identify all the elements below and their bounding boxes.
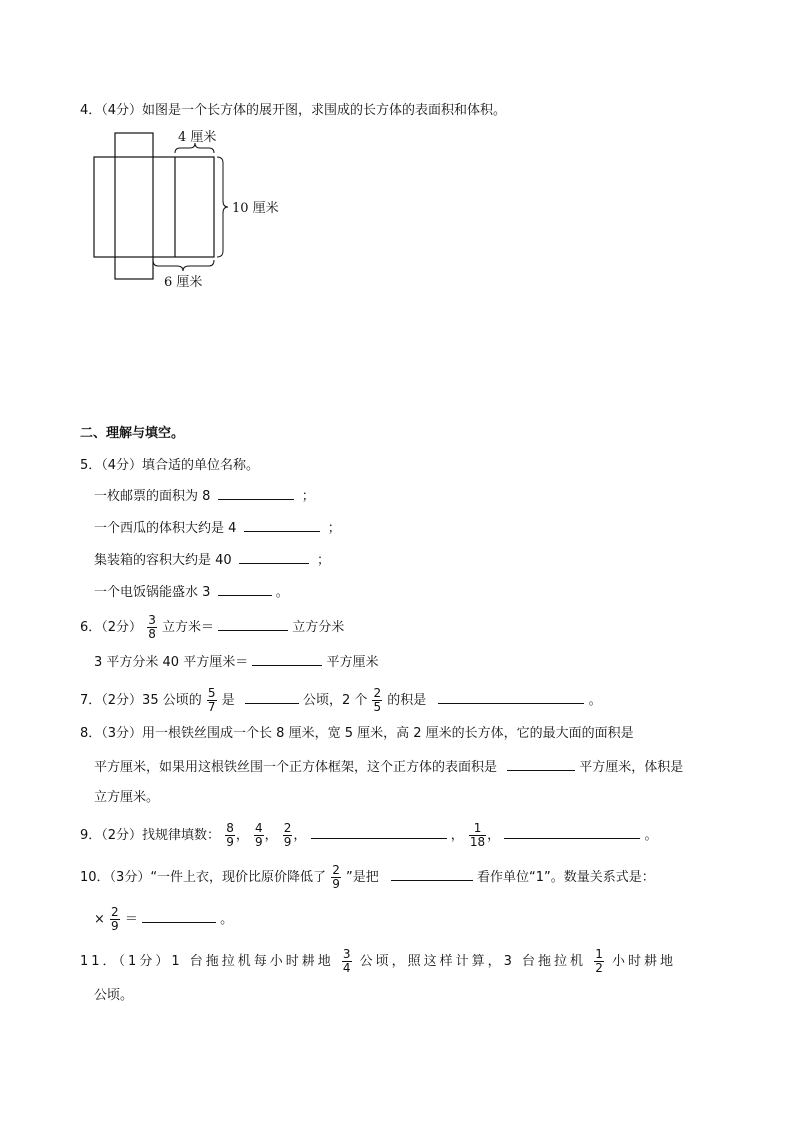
- q9-comma-1: ，: [235, 828, 249, 843]
- q9-comma-3: ，: [293, 828, 307, 843]
- label-10cm: 10 厘米: [232, 201, 279, 216]
- question-8-line-2: [94, 756, 683, 778]
- q7-fraction-2: [372, 687, 382, 714]
- q9-fraction-2: [254, 822, 264, 849]
- q5-blank-4[interactable]: [218, 581, 272, 596]
- q10-f2-den: 9: [111, 919, 119, 933]
- question-4-text: 4．（4分）如图是一个长方体的展开图，求围成的长方体的表面积和体积。: [80, 103, 507, 118]
- q9-blank-2[interactable]: [504, 824, 640, 839]
- q6-line2a: 3 平方分米 40 平方厘米＝: [94, 655, 249, 670]
- q6-blank-1[interactable]: [218, 616, 288, 631]
- q11-f1-num: 3: [342, 947, 351, 961]
- q10-times: ×: [94, 912, 105, 927]
- question-10-line-2: [94, 906, 233, 933]
- q6-line2b: 平方厘米: [326, 655, 379, 670]
- question-6-line-2: [94, 651, 379, 673]
- q6-blank-2[interactable]: [252, 651, 322, 666]
- question-8-line-3: 立方厘米。: [94, 790, 160, 805]
- question-5-head: 5．（4分）填合适的单位名称。: [80, 458, 260, 473]
- q11-f2-den: 2: [595, 961, 603, 975]
- bottom-brace: [153, 260, 214, 271]
- q9-f3-num: 2: [283, 821, 292, 835]
- question-8-line-1: 8．（3分）用一根铁丝围成一个长 8 厘米，宽 5 厘米，高 2 厘米的长方体，它的最大面的面积是: [80, 726, 634, 741]
- q7-blank-2[interactable]: [438, 689, 584, 704]
- q5-semi-3: ；: [316, 553, 330, 568]
- q10-eq: ＝: [124, 912, 138, 927]
- q5-l1-text: 一枚邮票的面积为 8: [94, 489, 211, 504]
- q7-text-a: 7．（2分）35 公顷的: [80, 693, 202, 708]
- q5-l2-text: 一个西瓜的体积大约是 4: [94, 521, 237, 536]
- question-11-line-1: [80, 948, 676, 975]
- q10-text-a: 10．（3分）“一件上衣，现价比原价降低了: [80, 870, 327, 885]
- q9-comma-5: ，: [487, 828, 501, 843]
- q10-text-c: 看作单位“1”。数量关系式是：: [477, 870, 655, 885]
- q5-l4-text: 一个电饭锅能盛水 3: [94, 585, 211, 600]
- q11-fraction-1: [342, 948, 352, 975]
- question-11-line-2: 公顷。: [94, 988, 134, 1003]
- q5-blank-3[interactable]: [239, 549, 309, 564]
- question-7-line: [80, 687, 602, 714]
- section-2-title: 二、理解与填空。: [80, 426, 185, 441]
- q9-f3-den: 9: [283, 835, 292, 849]
- question-10-line-1: [80, 864, 655, 891]
- q9-fraction-4: [469, 822, 486, 849]
- q9-end: 。: [644, 828, 658, 843]
- q10-fraction-2: [110, 906, 120, 933]
- q9-fraction-3: [283, 822, 293, 849]
- question-5-line-3: [94, 549, 330, 571]
- q7-text-e: 。: [588, 693, 602, 708]
- q11-f2-num: 1: [595, 947, 603, 961]
- question-9-line: [80, 822, 657, 849]
- q7-text-c: 公顷，2 个: [302, 693, 368, 708]
- q7-f1-den: 7: [207, 700, 216, 714]
- q11-fraction-2: [594, 948, 604, 975]
- q10-blank-1[interactable]: [391, 866, 473, 881]
- q6-text-a: 立方米＝: [161, 620, 214, 635]
- cuboid-net-figure: [92, 127, 292, 292]
- q9-f2-num: 4: [254, 821, 263, 835]
- q8-line2b: 平方厘米，体积是: [579, 760, 684, 775]
- label-4cm: 4 厘米: [178, 130, 217, 145]
- q10-f-den: 9: [332, 877, 340, 891]
- q11-f1-den: 4: [342, 961, 351, 975]
- q6-prefix: 6．（2分）: [80, 620, 143, 635]
- q9-f1-num: 8: [226, 821, 234, 835]
- question-6-line-1: [80, 614, 344, 641]
- q5-blank-1[interactable]: [218, 485, 294, 500]
- q6-fraction: [147, 614, 157, 641]
- q10-end: 。: [220, 912, 234, 927]
- label-6cm: 6 厘米: [164, 275, 203, 290]
- q8-blank-2[interactable]: [507, 756, 575, 771]
- q9-text-a: 9．（2分）找规律填数：: [80, 828, 221, 843]
- q11-text-b: 公顷，照这样计算，3 台拖拉机: [359, 954, 587, 969]
- q9-comma-4: ，: [450, 828, 464, 843]
- q5-period: 。: [275, 585, 289, 600]
- q9-f2-den: 9: [254, 835, 263, 849]
- q7-f1-num: 5: [207, 686, 216, 700]
- q10-text-b: ”是把: [345, 870, 379, 885]
- q6-text-b: 立方分米: [292, 620, 345, 635]
- q5-semi-1: ；: [301, 489, 315, 504]
- q5-blank-2[interactable]: [244, 517, 320, 532]
- net-horizontal-strip: [94, 157, 214, 257]
- q9-comma-2: ，: [264, 828, 278, 843]
- q7-f2-den: 5: [373, 700, 382, 714]
- q8-line2a: 平方厘米，如果用这根铁丝围一个正方体框架，这个正方体的表面积是: [94, 760, 498, 775]
- q7-text-d: 的积是: [387, 693, 427, 708]
- question-5-line-1: [94, 485, 315, 507]
- q9-f1-den: 9: [226, 835, 234, 849]
- q6-frac-den: 8: [148, 627, 156, 641]
- q10-fraction: [331, 864, 341, 891]
- right-brace: [217, 157, 228, 257]
- q10-f2-num: 2: [111, 905, 119, 919]
- q9-fraction-1: [225, 822, 235, 849]
- q5-l3-text: 集装箱的容积大约是 40: [94, 553, 232, 568]
- q5-semi-2: ；: [327, 521, 341, 536]
- q10-f-num: 2: [332, 863, 340, 877]
- q10-blank-2[interactable]: [142, 908, 216, 923]
- question-5-line-4: [94, 581, 289, 603]
- question-5-line-2: [94, 517, 341, 539]
- q6-frac-num: 3: [148, 613, 156, 627]
- q7-blank-1[interactable]: [245, 689, 299, 704]
- q7-text-b: 是: [221, 693, 235, 708]
- q11-text-c: 小时耕地: [611, 954, 676, 969]
- q7-fraction-1: [207, 687, 217, 714]
- q9-f4-num: 1: [469, 822, 486, 836]
- q11-text-a: 11．（1分）1 台拖拉机每小时耕地: [80, 954, 334, 969]
- q9-blank-1[interactable]: [311, 824, 447, 839]
- q9-f4-den: 18: [469, 835, 486, 849]
- q7-f2-num: 2: [373, 686, 382, 700]
